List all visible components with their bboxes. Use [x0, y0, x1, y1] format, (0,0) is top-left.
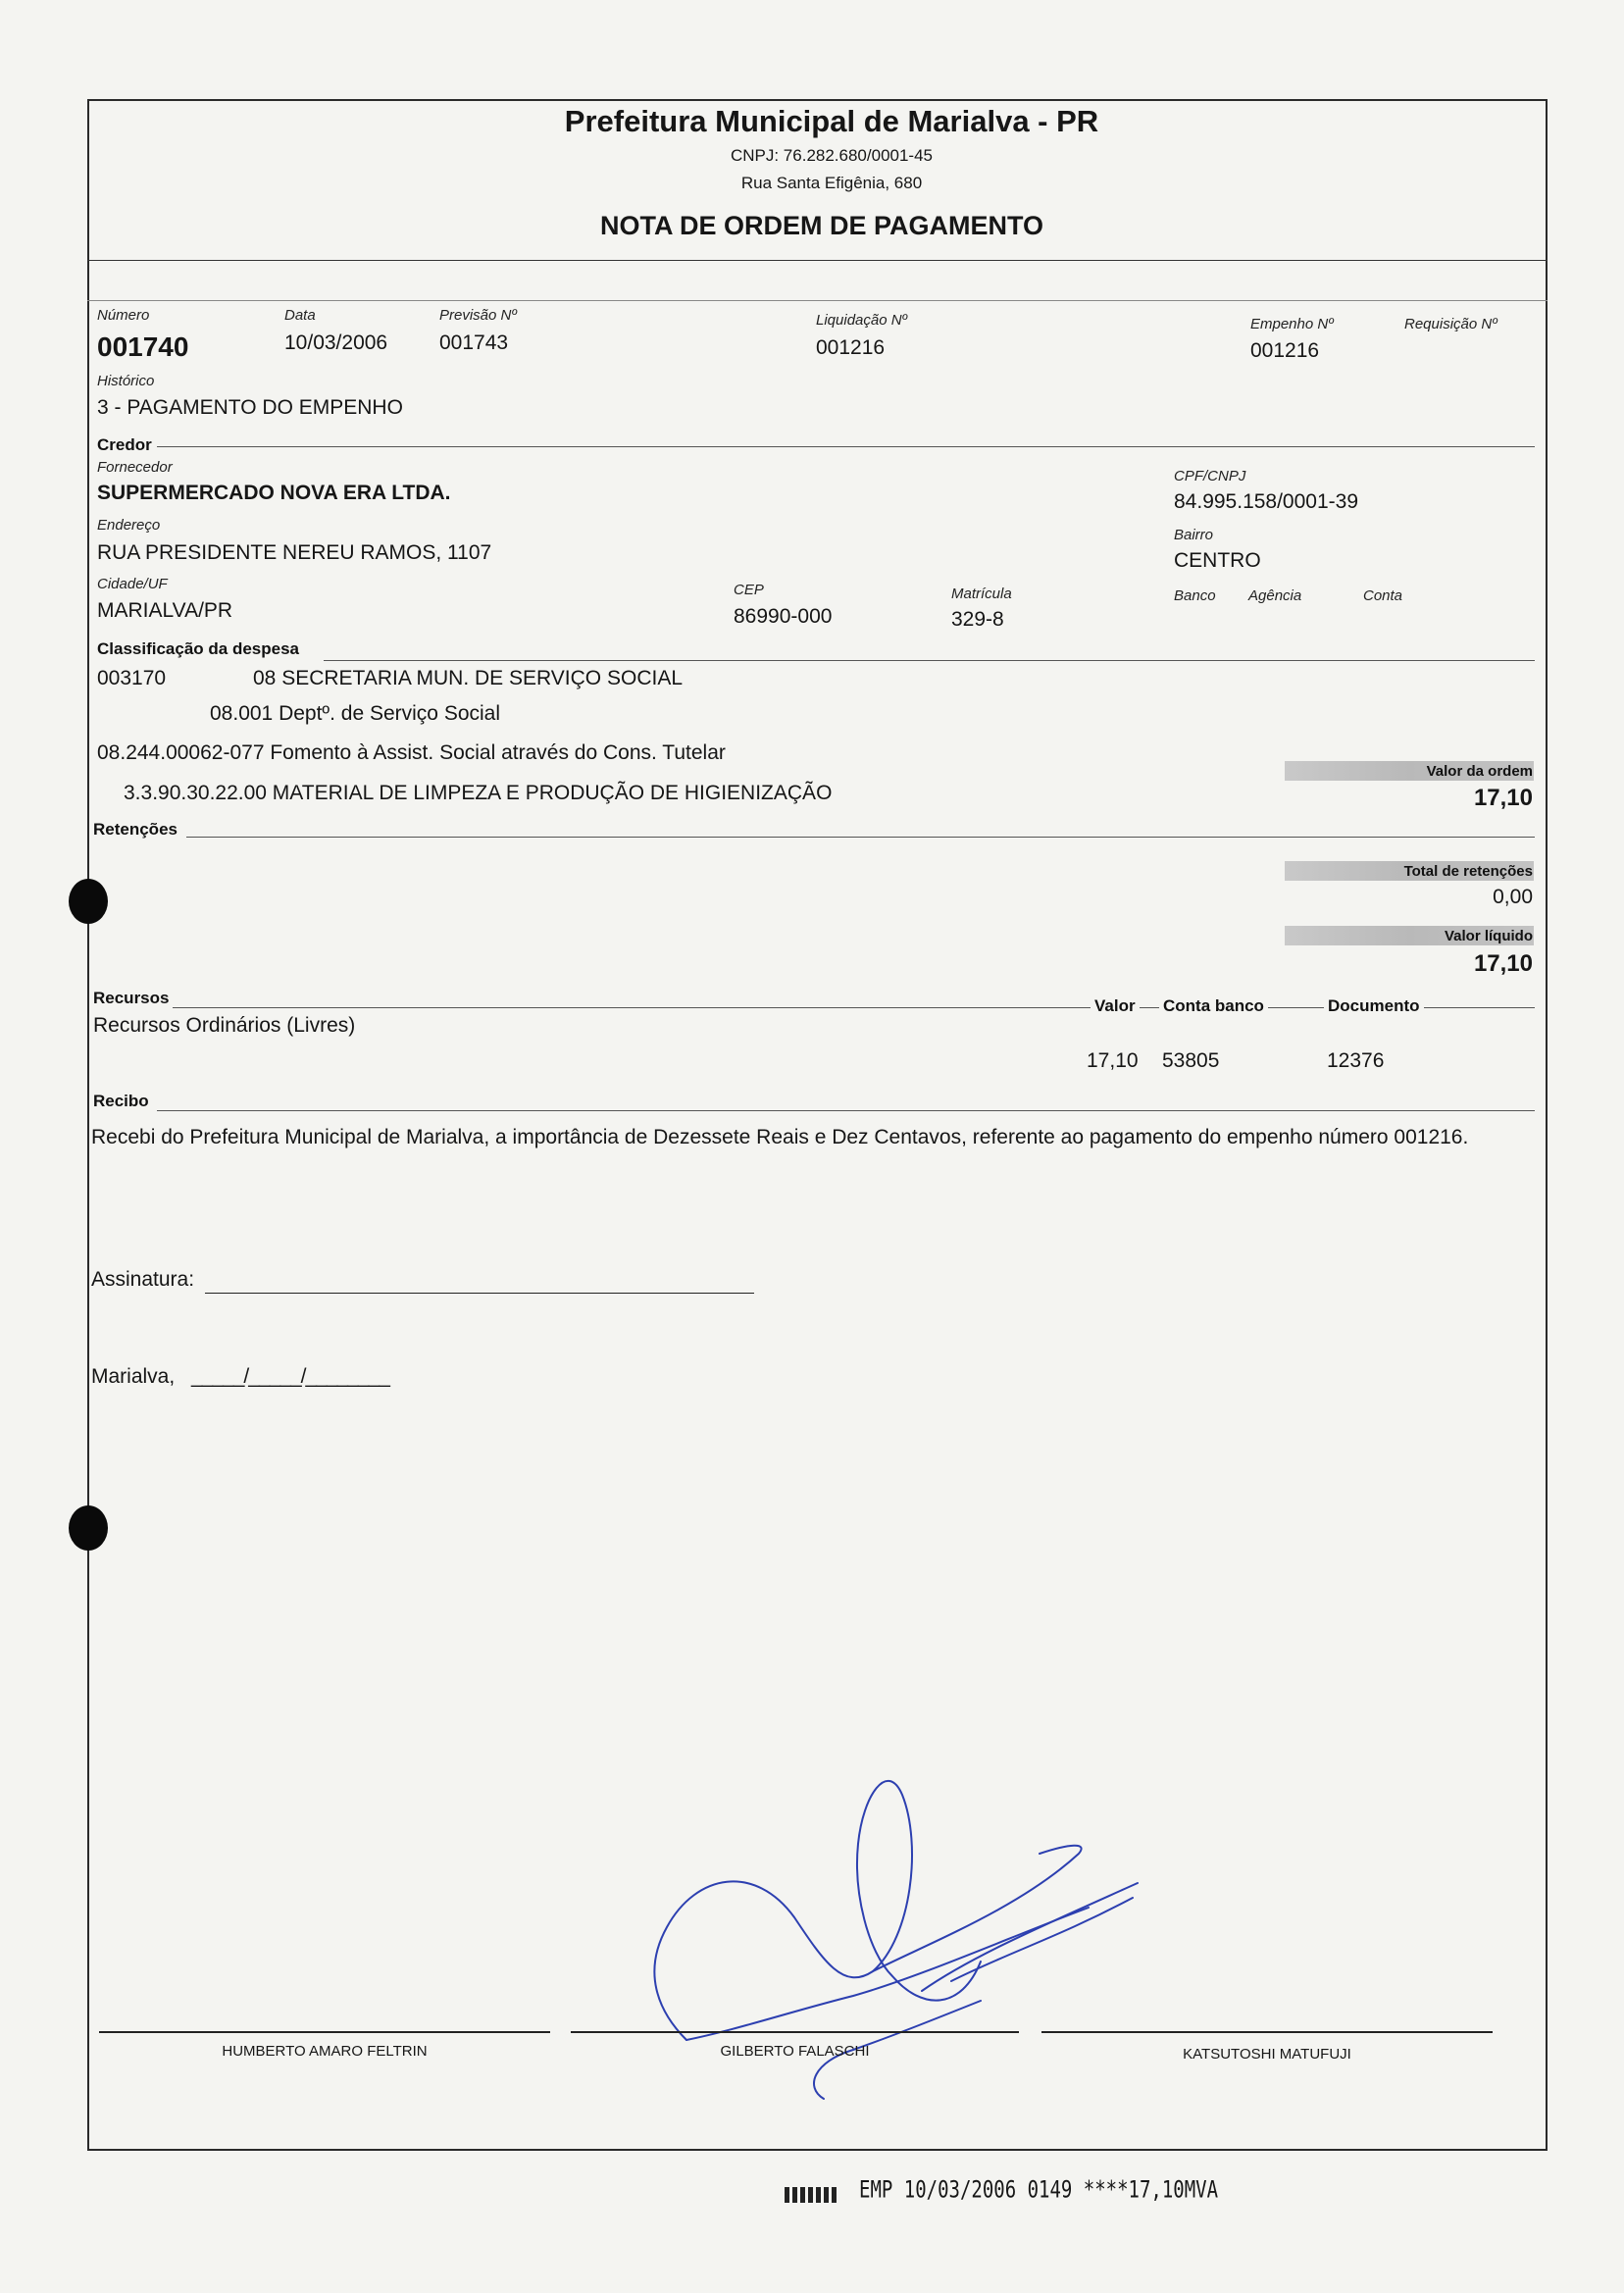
historico-value: 3 - PAGAMENTO DO EMPENHO	[97, 396, 403, 419]
signatory-3: KATSUTOSHI MATUFUJI	[1183, 2046, 1351, 2063]
retencoes-rule	[186, 837, 1535, 838]
historico-label: Histórico	[97, 373, 155, 389]
recibo-text: Recebi do Prefeitura Municipal de Marialva, a importância de Dezessete Reais e Dez Centavos, referente ao pagamento do empenho número 001216.	[91, 1126, 1469, 1148]
classificacao-code: 003170	[97, 667, 167, 689]
numero-value: 001740	[97, 331, 189, 362]
cep-value: 86990-000	[734, 605, 833, 628]
credor-section: Credor	[97, 435, 156, 455]
classificacao-rule	[324, 660, 1535, 661]
total-retencoes-label: Total de retenções	[1403, 863, 1533, 880]
stamp-mark-icon	[785, 2187, 838, 2203]
recibo-rule	[157, 1110, 1535, 1111]
punch-hole-top	[69, 879, 108, 924]
payment-stamp: EMP 10/03/2006 0149 ****17,10MVA	[859, 2176, 1219, 2204]
data-value: 10/03/2006	[284, 331, 388, 354]
numero-label: Número	[97, 307, 150, 324]
data-label: Data	[284, 307, 316, 324]
fornecedor-value: SUPERMERCADO NOVA ERA LTDA.	[97, 482, 451, 504]
retencoes-section: Retenções	[93, 820, 181, 840]
agencia-label: Agência	[1248, 587, 1302, 604]
org-address: Rua Santa Efigênia, 680	[740, 174, 923, 192]
matricula-label: Matrícula	[951, 586, 1012, 602]
assinatura-label: Assinatura:	[91, 1268, 195, 1291]
fornecedor-label: Fornecedor	[97, 459, 173, 476]
cidade-value: MARIALVA/PR	[97, 599, 233, 622]
liquidacao-value: 001216	[816, 336, 886, 359]
cpf-label: CPF/CNPJ	[1174, 468, 1246, 484]
cep-label: CEP	[734, 582, 764, 598]
recursos-section: Recursos	[93, 989, 173, 1008]
signature-line-2	[571, 2031, 1019, 2033]
bairro-label: Bairro	[1174, 527, 1214, 543]
bairro-value: CENTRO	[1174, 549, 1261, 572]
recursos-documento-label: Documento	[1324, 996, 1424, 1016]
org-cnpj: CNPJ: 76.282.680/0001-45	[730, 146, 934, 165]
classificacao-section: Classificação da despesa	[97, 639, 303, 659]
cpf-value: 84.995.158/0001-39	[1174, 490, 1359, 513]
empenho-value: 001216	[1250, 339, 1320, 362]
org-title: Prefeitura Municipal de Marialva - PR	[564, 104, 1099, 138]
programa: 08.244.00062-077 Fomento à Assist. Social através do Cons. Tutelar	[97, 741, 726, 764]
previsao-value: 001743	[439, 331, 509, 354]
liquidacao-label: Liquidação Nº	[816, 312, 908, 329]
recursos-valor: 17,10	[1087, 1049, 1139, 1072]
credor-rule	[157, 446, 1535, 447]
local-data-label: Marialva,	[91, 1365, 176, 1388]
recursos-valor-label: Valor	[1091, 996, 1140, 1016]
document-title: NOTA DE ORDEM DE PAGAMENTO	[599, 211, 1043, 240]
requisicao-label: Requisição Nº	[1404, 316, 1497, 332]
banco-label: Banco	[1174, 587, 1216, 604]
secretaria: 08 SECRETARIA MUN. DE SERVIÇO SOCIAL	[253, 667, 684, 689]
total-retencoes-value: 0,00	[1493, 886, 1533, 908]
empenho-label: Empenho Nº	[1250, 316, 1334, 332]
endereco-label: Endereço	[97, 517, 161, 534]
previsao-label: Previsão Nº	[439, 307, 517, 324]
recursos-nome: Recursos Ordinários (Livres)	[93, 1014, 356, 1037]
recursos-documento: 12376	[1327, 1049, 1385, 1072]
cidade-label: Cidade/UF	[97, 576, 168, 592]
conta-label: Conta	[1363, 587, 1403, 604]
header-divider	[87, 260, 1548, 261]
assinatura-line	[205, 1293, 754, 1294]
recursos-conta-label: Conta banco	[1159, 996, 1268, 1016]
recursos-conta: 53805	[1162, 1049, 1220, 1072]
matricula-value: 329-8	[951, 608, 1004, 631]
valor-liquido-label: Valor líquido	[1444, 928, 1533, 944]
recibo-section: Recibo	[93, 1092, 153, 1111]
valor-ordem-value: 17,10	[1473, 785, 1533, 811]
valor-ordem-label: Valor da ordem	[1426, 763, 1533, 780]
signatory-2: GILBERTO FALASCHI	[720, 2043, 870, 2060]
date-blank-line: _____/_____/________	[191, 1365, 389, 1388]
elemento-despesa: 3.3.90.30.22.00 MATERIAL DE LIMPEZA E PRODUÇÃO DE HIGIENIZAÇÃO	[124, 782, 833, 804]
signature-line-1	[99, 2031, 550, 2033]
signature-line-3	[1041, 2031, 1493, 2033]
signatory-1: HUMBERTO AMARO FELTRIN	[222, 2043, 428, 2060]
departamento: 08.001 Deptº. de Serviço Social	[210, 702, 501, 725]
header-divider-2	[87, 300, 1548, 301]
valor-liquido-value: 17,10	[1473, 950, 1533, 977]
punch-hole-bottom	[69, 1505, 108, 1551]
endereco-value: RUA PRESIDENTE NEREU RAMOS, 1107	[97, 541, 492, 564]
